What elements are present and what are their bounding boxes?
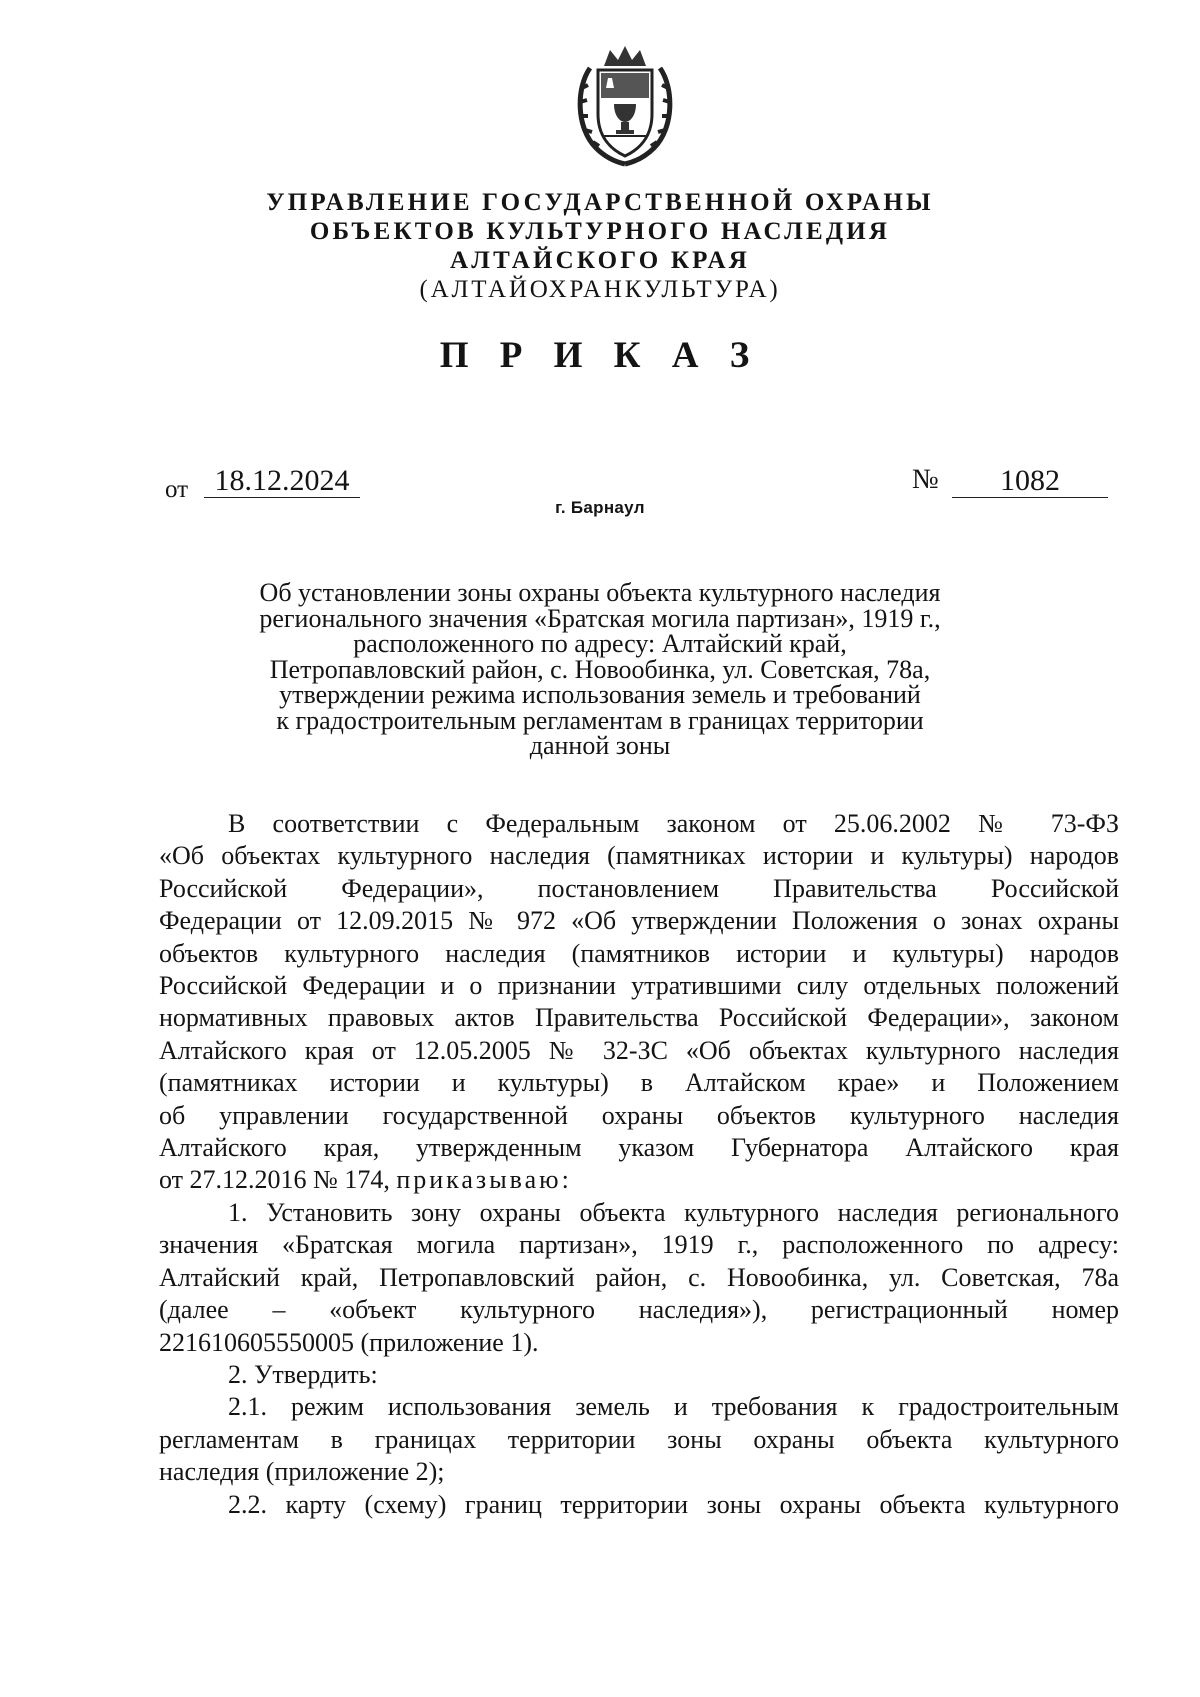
document-type-title: П Р И К А З [439, 335, 761, 376]
order-date: 18.12.2024 [204, 464, 360, 498]
title-line: данной зоны [529, 731, 671, 760]
item-1-line: 221610605550005 (приложение 1). [159, 1327, 539, 1357]
body-line-order-phrase [159, 1164, 1119, 1196]
item-1-line: 1. Установить зону охраны объекта культурного наследия регионального [228, 1197, 1119, 1227]
body-line: Федерации от 12.09.2015 № 972 «Об утверждении Положения о зонах охраны [159, 906, 1119, 936]
organization-header [0, 188, 1200, 304]
item-2-1-line: 2.1. режим использования земель и требования к градостроительным [228, 1392, 1119, 1422]
body-line: Российской Федерации», постановлением Правительства Российской [159, 873, 1119, 903]
order-word: приказываю: [396, 1165, 572, 1195]
city: г. Барнаул [555, 498, 645, 517]
body-line: (памятниках истории и культуры) в Алтайском крае» и Положением [159, 1068, 1119, 1098]
body-line: «Об объектах культурного наследия (памятниках истории и культуры) народов [159, 841, 1119, 871]
item-2: 2. Утвердить: [228, 1359, 378, 1389]
title-line: утверждении режима использования земель и требований [279, 680, 921, 709]
title-line: расположенного по адресу: Алтайский край, [353, 629, 847, 658]
order-body [159, 808, 1119, 1521]
title-line: к градостроительным регламентам в границах территории [276, 705, 924, 735]
body-line: нормативных правовых актов Правительства Российской Федерации», законом [159, 1003, 1119, 1033]
body-line: об управлении государственной охраны объектов культурного наследия [159, 1100, 1119, 1130]
item-1-line: значения «Братская могила партизан», 1919 г., расположенного по адресу: [159, 1230, 1119, 1260]
item-2-1-line: регламентам в границах территории зоны охраны объекта культурного [159, 1424, 1119, 1454]
header-line-1: УПРАВЛЕНИЕ ГОСУДАРСТВЕННОЙ ОХРАНЫ [266, 189, 934, 216]
header-line-3: АЛТАЙСКОГО КРАЯ [450, 247, 750, 274]
item-1-line: (далее – «объект культурного наследия»), регистрационный номер [159, 1295, 1119, 1325]
altai-krai-coat-of-arms-icon [570, 44, 680, 170]
item-2-2-line: 2.2. карту (схему) границ территории зоны охраны объекта культурного [228, 1489, 1119, 1519]
order-number: 1082 [952, 464, 1108, 498]
body-line: объектов культурного наследия (памятников истории и культуры) народов [159, 938, 1119, 968]
number-label: № [912, 464, 939, 495]
order-subject-title [200, 580, 1000, 759]
title-line: Петропавловский район, с. Новообинка, ул. Советская, 78а, [269, 654, 931, 684]
title-line: Об установлении зоны охраны объекта культурного наследия [259, 578, 941, 607]
item-1-line: Алтайский край, Петропавловский район, с. Новообинка, ул. Советская, 78а [159, 1262, 1119, 1292]
body-line: В соответствии с Федеральным законом от 25.06.2002 № 73-ФЗ [228, 809, 1119, 838]
body-line: Алтайского края, утвержденным указом Губернатора Алтайского края [159, 1133, 1119, 1163]
header-abbreviation: (АЛТАЙОХРАНКУЛЬТУРА) [419, 276, 781, 303]
order-basis-end: от 27.12.2016 № 174, [159, 1165, 390, 1195]
item-2-1-line: наследия (приложение 2); [159, 1457, 445, 1487]
title-line: регионального значения «Братская могила партизан», 1919 г., [259, 603, 941, 633]
header-line-2: ОБЪЕКТОВ КУЛЬТУРНОГО НАСЛЕДИЯ [309, 218, 891, 245]
body-line: Российской Федерации и о признании утратившими силу отдельных положений [159, 971, 1119, 1001]
body-line: Алтайского края от 12.05.2005 № 32-ЗС «Об объектах культурного наследия [159, 1035, 1119, 1065]
date-label: от [165, 476, 189, 503]
